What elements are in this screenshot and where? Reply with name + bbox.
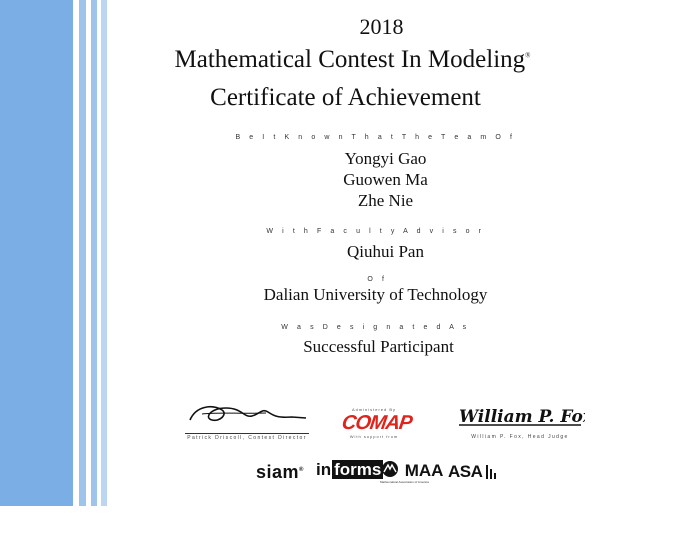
informs-logo-right: forms [334, 460, 382, 479]
contest-name [7, 46, 691, 74]
siam-logo [256, 462, 304, 483]
judge-signature-block [455, 404, 585, 440]
team-member-name: Yongyi Gao [344, 149, 427, 168]
siam-registered-mark: ® [299, 467, 304, 473]
comap-top-caption: Administered By [351, 407, 397, 412]
maa-logo-text: MAA [404, 461, 444, 480]
director-caption: Patrick Driscoll, Contest Director [187, 435, 307, 441]
judge-caption: William P. Fox, Head Judge [471, 434, 569, 440]
maa-emblem-icon [380, 460, 400, 478]
team-members [40, 148, 691, 211]
advisor-label: W i t h F a c u l t y A d v i s o r [266, 228, 485, 235]
contest-name-text: Mathematical Contest In Modeling [174, 46, 526, 73]
designation-text: Successful Participant [303, 337, 454, 356]
judge-signature-script: William P. Fox [459, 407, 585, 427]
judge-signature-graphic [455, 404, 585, 428]
comap-logo: COMAP [340, 412, 413, 434]
contest-registered-mark: ® [525, 51, 531, 60]
informs-logo-left: in [316, 460, 332, 479]
asa-bars-icon [486, 463, 496, 479]
informs-logo [316, 460, 383, 480]
asa-logo-text: ASA [448, 462, 482, 481]
director-signature-line [185, 433, 309, 434]
director-signature-graphic [182, 400, 312, 428]
asa-logo [448, 462, 496, 482]
team-member-name: Guowen Ma [343, 170, 428, 189]
certificate-year: 2018 [359, 14, 404, 39]
comap-logo-block [340, 407, 413, 439]
advisor-name: Qiuhui Pan [347, 242, 424, 261]
director-signature-block [182, 400, 312, 441]
maa-subtitle: Mathematical Association of America [380, 480, 429, 484]
of-label: O f [367, 276, 388, 283]
team-label: B e I t K n o w n T h a t T h e T e a m O f [235, 134, 516, 141]
comap-bottom-caption: With support from [349, 434, 399, 439]
siam-logo-text: siam [256, 462, 300, 482]
designated-label: W a s D e s i g n a t e d A s [281, 324, 470, 331]
maa-logo [380, 460, 443, 481]
certificate-title: Certificate of Achievement [210, 84, 481, 111]
team-member-name: Zhe Nie [357, 191, 414, 210]
institution-name: Dalian University of Technology [263, 285, 488, 304]
